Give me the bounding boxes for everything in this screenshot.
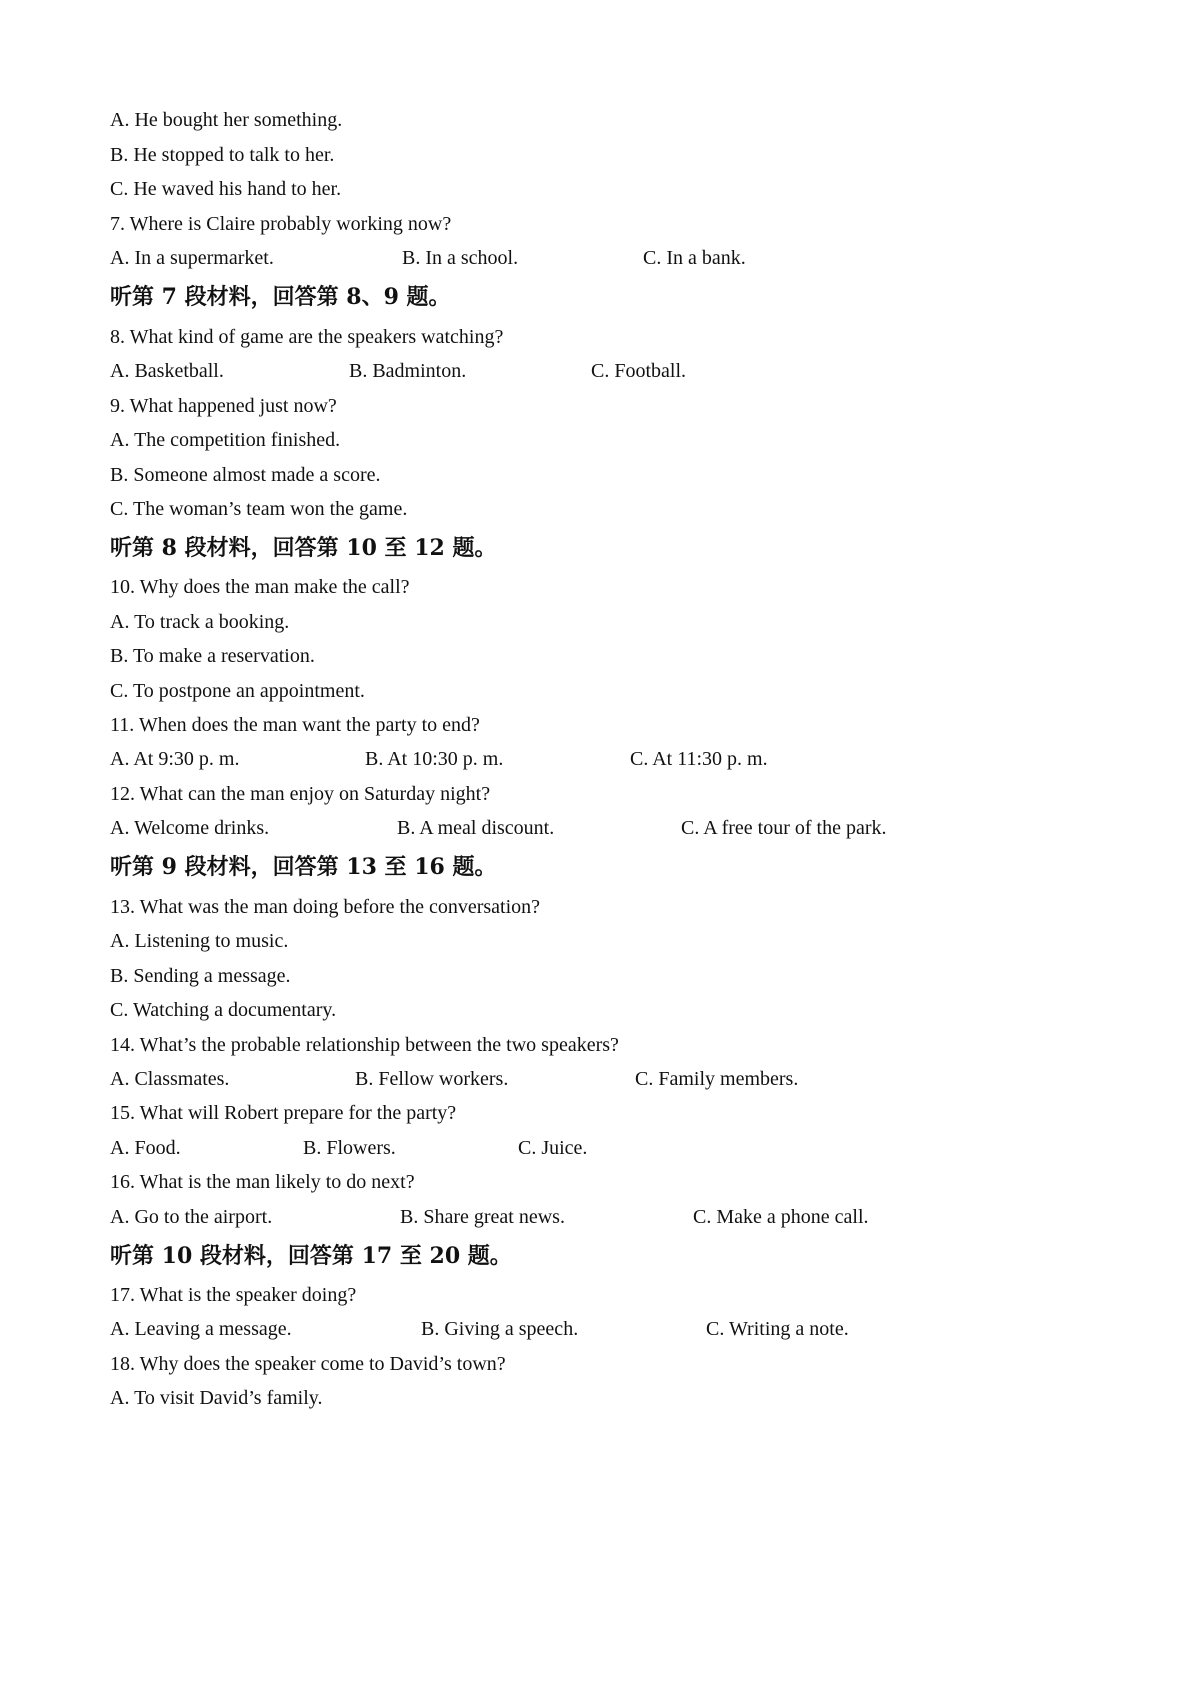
question-17: 17. What is the speaker doing? [110, 1284, 357, 1306]
answer-option-c: C. To postpone an appointment. [110, 680, 365, 702]
answer-option-a: A. Leaving a message. [110, 1318, 292, 1340]
answer-option-b: B. Flowers. [303, 1137, 396, 1159]
answer-option-b: B. He stopped to talk to her. [110, 144, 335, 166]
answer-option-a: A. Listening to music. [110, 930, 289, 952]
answer-option-c: C. Juice. [518, 1137, 588, 1159]
answer-option-c: C. Writing a note. [706, 1318, 849, 1340]
answer-option-b: B. Someone almost made a score. [110, 464, 381, 486]
question-16: 16. What is the man likely to do next? [110, 1171, 415, 1193]
answer-option-a: A. The competition finished. [110, 429, 341, 451]
answer-option-c: C. The woman’s team won the game. [110, 498, 408, 520]
answer-option-a: A. He bought her something. [110, 109, 343, 131]
question-8: 8. What kind of game are the speakers watching? [110, 326, 504, 348]
answer-option-c: C. Watching a documentary. [110, 999, 337, 1021]
answer-option-a: A. At 9:30 p. m. [110, 748, 240, 770]
answer-option-b: B. Sending a message. [110, 965, 291, 987]
answer-option-a: A. In a supermarket. [110, 247, 274, 269]
answer-option-b: B. A meal discount. [397, 817, 555, 839]
answer-option-c: C. Football. [591, 360, 687, 382]
answer-option-a: A. To track a booking. [110, 611, 290, 633]
answer-option-a: A. Go to the airport. [110, 1206, 273, 1228]
question-9: 9. What happened just now? [110, 395, 337, 417]
question-11: 11. When does the man want the party to end? [110, 714, 480, 736]
answer-option-c: C. At 11:30 p. m. [630, 748, 768, 770]
answer-option-c: C. A free tour of the park. [681, 817, 887, 839]
question-15: 15. What will Robert prepare for the party? [110, 1102, 457, 1124]
section-heading: 听第 7 段材料，回答第 8、9 题。 [110, 284, 451, 310]
answer-option-a: A. Food. [110, 1137, 181, 1159]
answer-option-b: B. In a school. [402, 247, 519, 269]
answer-option-b: B. At 10:30 p. m. [365, 748, 504, 770]
answer-option-c: C. In a bank. [643, 247, 746, 269]
answer-option-b: B. Badminton. [349, 360, 467, 382]
answer-option-a: A. Basketball. [110, 360, 224, 382]
answer-option-c: C. Family members. [635, 1068, 799, 1090]
question-7: 7. Where is Claire probably working now? [110, 213, 452, 235]
question-18: 18. Why does the speaker come to David’s town? [110, 1353, 506, 1375]
section-heading: 听第 8 段材料，回答第 10 至 12 题。 [110, 535, 497, 561]
answer-option-a: A. Classmates. [110, 1068, 230, 1090]
answer-option-b: B. Fellow workers. [355, 1068, 509, 1090]
answer-option-b: B. Share great news. [400, 1206, 565, 1228]
answer-option-b: B. Giving a speech. [421, 1318, 579, 1340]
question-14: 14. What’s the probable relationship between the two speakers? [110, 1034, 619, 1056]
question-13: 13. What was the man doing before the conversation? [110, 896, 541, 918]
section-heading: 听第 10 段材料，回答第 17 至 20 题。 [110, 1243, 512, 1269]
answer-option-a: A. To visit David’s family. [110, 1387, 323, 1409]
question-12: 12. What can the man enjoy on Saturday night? [110, 783, 491, 805]
question-10: 10. Why does the man make the call? [110, 576, 410, 598]
answer-option-a: A. Welcome drinks. [110, 817, 270, 839]
answer-option-c: C. He waved his hand to her. [110, 178, 342, 200]
section-heading: 听第 9 段材料，回答第 13 至 16 题。 [110, 854, 497, 880]
answer-option-b: B. To make a reservation. [110, 645, 315, 667]
answer-option-c: C. Make a phone call. [693, 1206, 869, 1228]
